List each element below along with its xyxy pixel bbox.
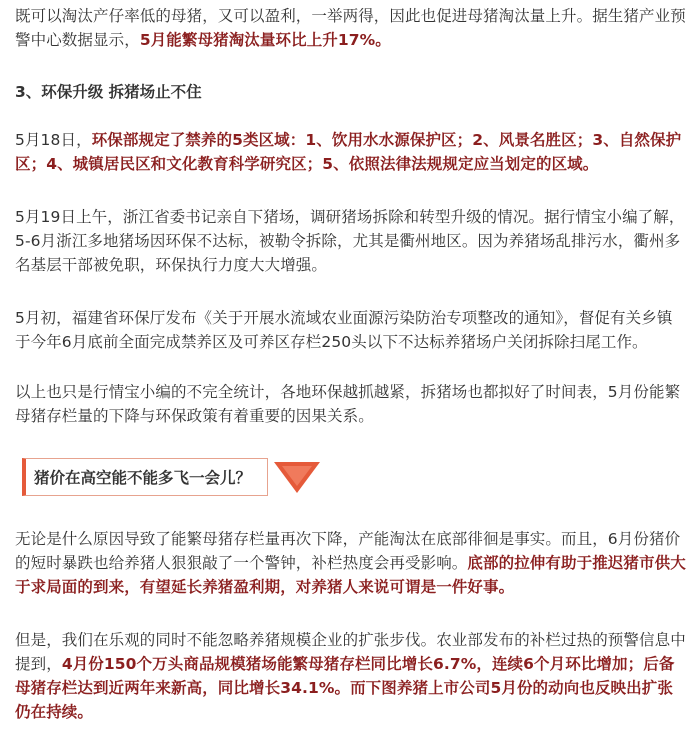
paragraph-text: 既可以淘汰产仔率低的母猪，又可以盈利，一举两得，因此也促进母猪淘汰量上升。据生猪产业预警中心数据显示， (15, 7, 686, 49)
highlight-text: 底部的拉伸有助于推迟猪市供大于求局面的到来，有望延长养猪盈利期，对养猪人来说可谓是一件好事。 (15, 554, 686, 596)
paragraph-zhejiang: 5月19日上午，浙江省委书记亲自下猪场，调研猪场拆除和转型升级的情况。据行情宝小编了解，5-6月浙江多地猪场因环保不达标，被勒令拆除，尤其是衢州地区。因为养猪场乱排污水，衢州多名基层干部被免职，环保执行力度大大增强。 (15, 208, 685, 274)
paragraph-summary: 以上也只是行情宝小编的不完全统计，各地环保越抓越紧，拆猪场也都拟好了时间表，5月份能繁母猪存栏量的下降与环保政策有着重要的因果关系。 (15, 383, 681, 425)
paragraph-text: 无论是什么原因导致了能繁母猪存栏量再次下降，产能淘汰在底部徘徊是事实。而且，6月份猪价的短时暴跌也给养猪人狠狠敲了一个警钟，补栏热度会再受影响。 (15, 530, 681, 572)
triangle-icon (274, 460, 322, 494)
paragraph-text: 但是，我们在乐观的同时不能忽略养猪规模企业的扩张步伐。农业部发布的补栏过热的预警信息中提到， (15, 631, 686, 673)
paragraph-sow-culling (15, 4, 687, 52)
section-callout (22, 458, 298, 498)
callout-title: 猪价在高空能不能多飞一会儿？ (22, 458, 268, 496)
section-heading: 3、环保升级 拆猪场止不住 (15, 83, 202, 101)
paragraph-expansion (15, 628, 687, 724)
highlight-text: 环保部规定了禁养的5类区域：1、饮用水水源保护区；2、风景名胜区；3、自然保护区；4、城镇居民区和文化教育科学研究区；5、依照法律法规规定应当划定的区域。 (15, 131, 682, 173)
paragraph-fujian: 5月初，福建省环保厅发布《关于开展水流域农业面源污染防治专项整改的通知》，督促有关乡镇于今年6月底前全面完成禁养区及可养区存栏250头以下不达标养猪场户关闭拆除扫尾工作。 (15, 309, 673, 351)
highlight-text: 5月能繁母猪淘汰量环比上升17%。 (139, 31, 391, 49)
paragraph-price-outlook (15, 527, 687, 599)
highlight-text: 4月份150个万头商品规模猪场能繁母猪存栏同比增长6.7%，连续6个月环比增加；后备母猪存栏达到近两年来新高，同比增长34.1%。而下图养猪上市公司5月份的动向也反映出扩张仍在持续。 (15, 655, 675, 721)
paragraph-text: 5月18日， (15, 131, 92, 149)
paragraph-prohibited-zones (15, 128, 687, 176)
